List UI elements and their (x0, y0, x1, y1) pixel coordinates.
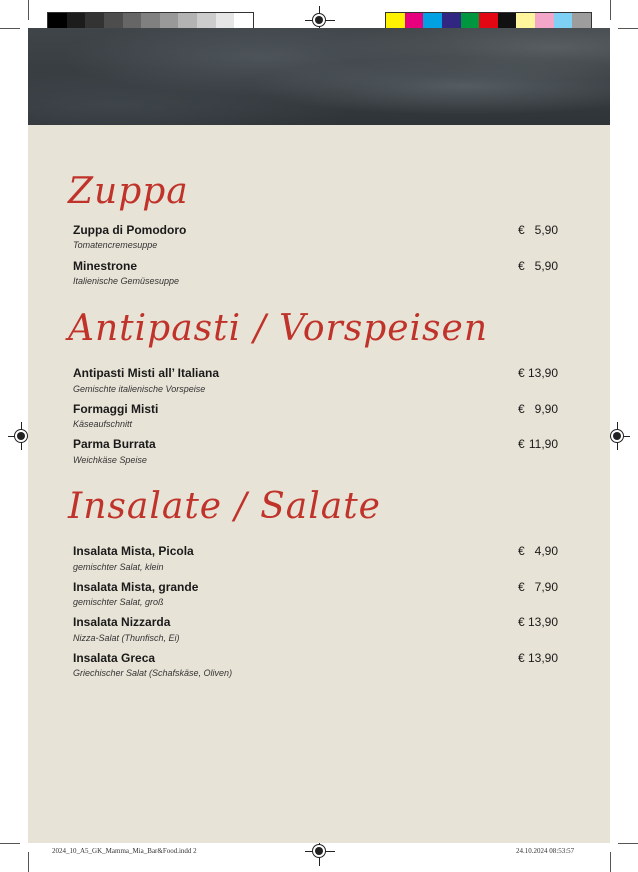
price-value: 5,90 (534, 223, 558, 237)
menu-item-name: Insalata Mista, grande (73, 580, 199, 594)
crop-mark (610, 852, 611, 872)
gray-swatch (67, 13, 86, 29)
menu-item-description: gemischter Salat, klein (73, 562, 164, 572)
color-swatch (535, 13, 554, 29)
menu-item-name: Parma Burrata (73, 437, 156, 451)
menu-item-name: Minestrone (73, 259, 138, 273)
crop-mark (618, 28, 638, 29)
currency-symbol: € (518, 651, 525, 665)
color-swatch (386, 13, 405, 29)
price-value: 13,90 (527, 615, 558, 629)
color-swatch (572, 13, 591, 29)
color-swatch (516, 13, 535, 29)
price-value: 7,90 (534, 580, 558, 594)
crop-mark (0, 843, 20, 844)
color-swatch (498, 13, 517, 29)
price-value: 13,90 (527, 651, 558, 665)
crop-mark (28, 852, 29, 872)
currency-symbol: € (518, 437, 525, 451)
color-swatch (405, 13, 424, 29)
menu-item-description: Nizza-Salat (Thunfisch, Ei) (73, 633, 180, 643)
price-value: 4,90 (534, 544, 558, 558)
menu-page (28, 28, 610, 843)
color-swatch (442, 13, 461, 29)
gray-swatch (234, 13, 253, 29)
menu-item-description: Italienische Gemüsesuppe (73, 276, 180, 286)
menu-item-name: Insalata Nizzarda (73, 615, 171, 629)
crop-mark (0, 28, 20, 29)
color-swatch (461, 13, 480, 29)
gray-swatch (85, 13, 104, 29)
registration-mark-icon (14, 429, 28, 443)
menu-item-description: gemischter Salat, groß (73, 597, 164, 607)
gray-swatch (178, 13, 197, 29)
menu-item-description: Weichkäse Speise (73, 455, 147, 465)
section-title-insalate: Insalate / Salate (68, 486, 381, 527)
menu-item-description: Gemischte italienische Vorspeise (73, 384, 206, 394)
menu-item-description: Griechischer Salat (Schafskäse, Oliven) (73, 668, 233, 678)
price-value: 5,90 (534, 259, 558, 273)
menu-item-name: Formaggi Misti (73, 402, 159, 416)
gray-swatch (123, 13, 142, 29)
currency-symbol: € (518, 402, 525, 416)
currency-symbol: € (518, 580, 525, 594)
price-value: 11,90 (528, 437, 558, 451)
crop-mark (610, 0, 611, 20)
currency-symbol: € (518, 366, 525, 380)
crop-mark (618, 843, 638, 844)
crop-mark (28, 0, 29, 20)
registration-mark-icon (312, 13, 326, 27)
registration-mark-icon (312, 844, 326, 858)
currency-symbol: € (518, 615, 525, 629)
menu-item-description: Käseaufschnitt (73, 419, 133, 429)
gray-swatch (48, 13, 67, 29)
print-slug-timestamp: 24.10.2024 08:53:57 (516, 847, 575, 855)
registration-mark-icon (610, 429, 624, 443)
price-value: 13,90 (527, 366, 558, 380)
slate-texture-banner (28, 28, 610, 125)
section-title-antipasti: Antipasti / Vorspeisen (68, 308, 489, 349)
gray-swatch (104, 13, 123, 29)
menu-item-description: Tomatencremesuppe (73, 240, 158, 250)
gray-swatch (160, 13, 179, 29)
gray-swatch (216, 13, 235, 29)
currency-symbol: € (518, 223, 525, 237)
menu-item-name: Zuppa di Pomodoro (73, 223, 187, 237)
currency-symbol: € (518, 259, 525, 273)
currency-symbol: € (518, 544, 525, 558)
color-swatch (479, 13, 498, 29)
gray-swatch (197, 13, 216, 29)
print-slug-filename: 2024_10_A5_GK_Mamma_Mia_Bar&Food.indd 2 (52, 847, 197, 855)
color-swatch (554, 13, 573, 29)
gray-swatch (141, 13, 160, 29)
menu-item-name: Antipasti Misti all’ Italiana (73, 366, 220, 380)
color-swatch (423, 13, 442, 29)
menu-item-name: Insalata Mista, Picola (73, 544, 194, 558)
price-value: 9,90 (534, 402, 558, 416)
section-title-zuppa: Zuppa (68, 171, 189, 212)
menu-item-name: Insalata Greca (73, 651, 156, 665)
